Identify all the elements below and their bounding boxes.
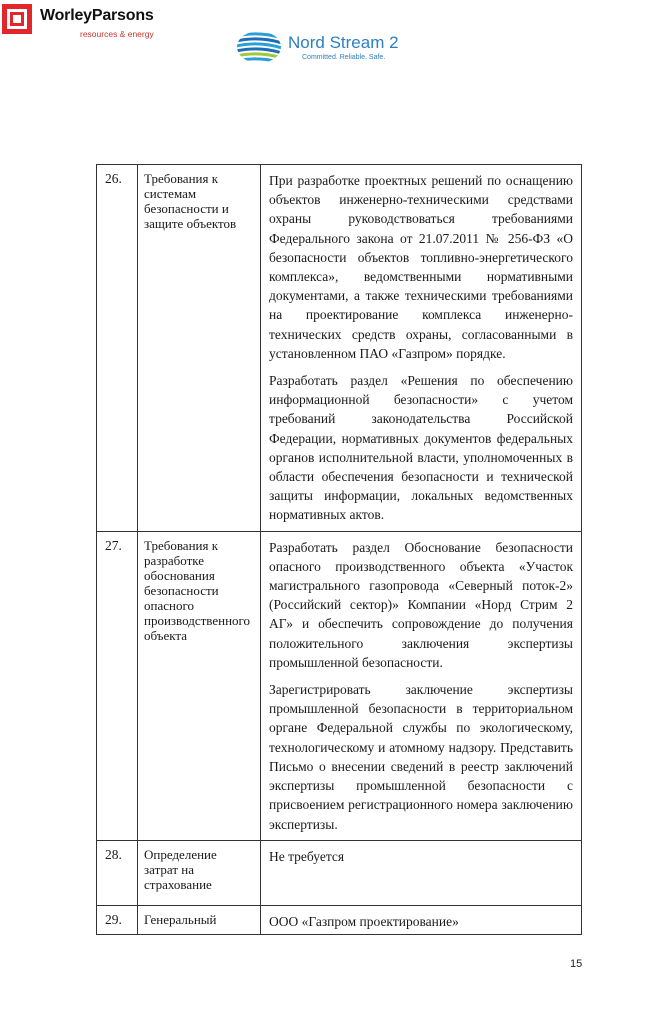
table-row [97,531,582,840]
worleyparsons-tagline: resources & energy [80,29,154,39]
content-paragraph: ООО «Газпром проектирование» [269,913,459,929]
page-number: 15 [570,958,583,970]
row-content [261,905,582,934]
nord-stream-logo [236,30,399,64]
content-paragraph: Разработать раздел «Решения по обеспечению информационной безопасности» с учетом требований законодательства Российской Федерации, нормативных документов федеральных органов исполнительной власти, уполномоченных в области обеспечения безопасности и технической защиты информации, локальных ведомственных нормативных актов. [269,373,573,523]
worleyparsons-logo [2,4,154,39]
row-label: Определение затрат на страхование [138,840,261,905]
table-row [97,165,582,532]
content-paragraph: При разработке проектных решений по оснащению объектов инженерно-техническими средствами охраны руководствоваться требованиями Федерального закона от 21.07.2011 № 256-ФЗ «О безопасности объектов топливно-энергетического комплекса», ведомственными нормативными документами, а также техническими требованиями на проектирование комплекса инженерно-технических средств охраны, согласованными в установленном ПАО «Газпром» порядке. [269,173,573,361]
requirements-table [96,164,582,935]
row-content [261,165,582,532]
row-number: 28. [97,840,138,905]
nord-stream-tagline: Committed. Reliable. Safe. [302,53,386,61]
row-content [261,531,582,840]
content-paragraph: Не требуется [269,848,345,864]
content-paragraph: Разработать раздел Обоснование безопасности опасного производственного объекта «Участок магистрального газопровода «Северный поток-2» (Российский сектор)» Компании «Норд Стрим 2 АГ» и обеспечить сопровождение до получения положительного заключения экспертизы промышленной безопасности. [269,539,573,670]
row-label: Требования к разработке обоснования безопасности опасного производственного объекта [138,531,261,840]
table-row [97,905,582,934]
row-number: 29. [97,905,138,934]
row-number: 26. [97,165,138,532]
row-content [261,840,582,905]
table-row [97,840,582,905]
worleyparsons-name: WorleyParsons [40,7,154,24]
worleyparsons-mark-icon [2,4,32,34]
row-number: 27. [97,531,138,840]
nord-stream-name: Nord Stream 2 [288,32,399,52]
content-paragraph: Зарегистрировать заключение экспертизы промышленной безопасности в территориальном органе Федеральной службы по экологическому, технологическому и атомному надзору. Представить Письмо о внесении сведений в реестр заключений экспертизы промышленной безопасности с присвоением регистрационного номера заключению экспертизы. [269,682,573,832]
row-label: Генеральный [138,905,261,934]
row-label: Требования к системам безопасности и защите объектов [138,165,261,532]
nord-stream-globe-icon [236,30,282,64]
